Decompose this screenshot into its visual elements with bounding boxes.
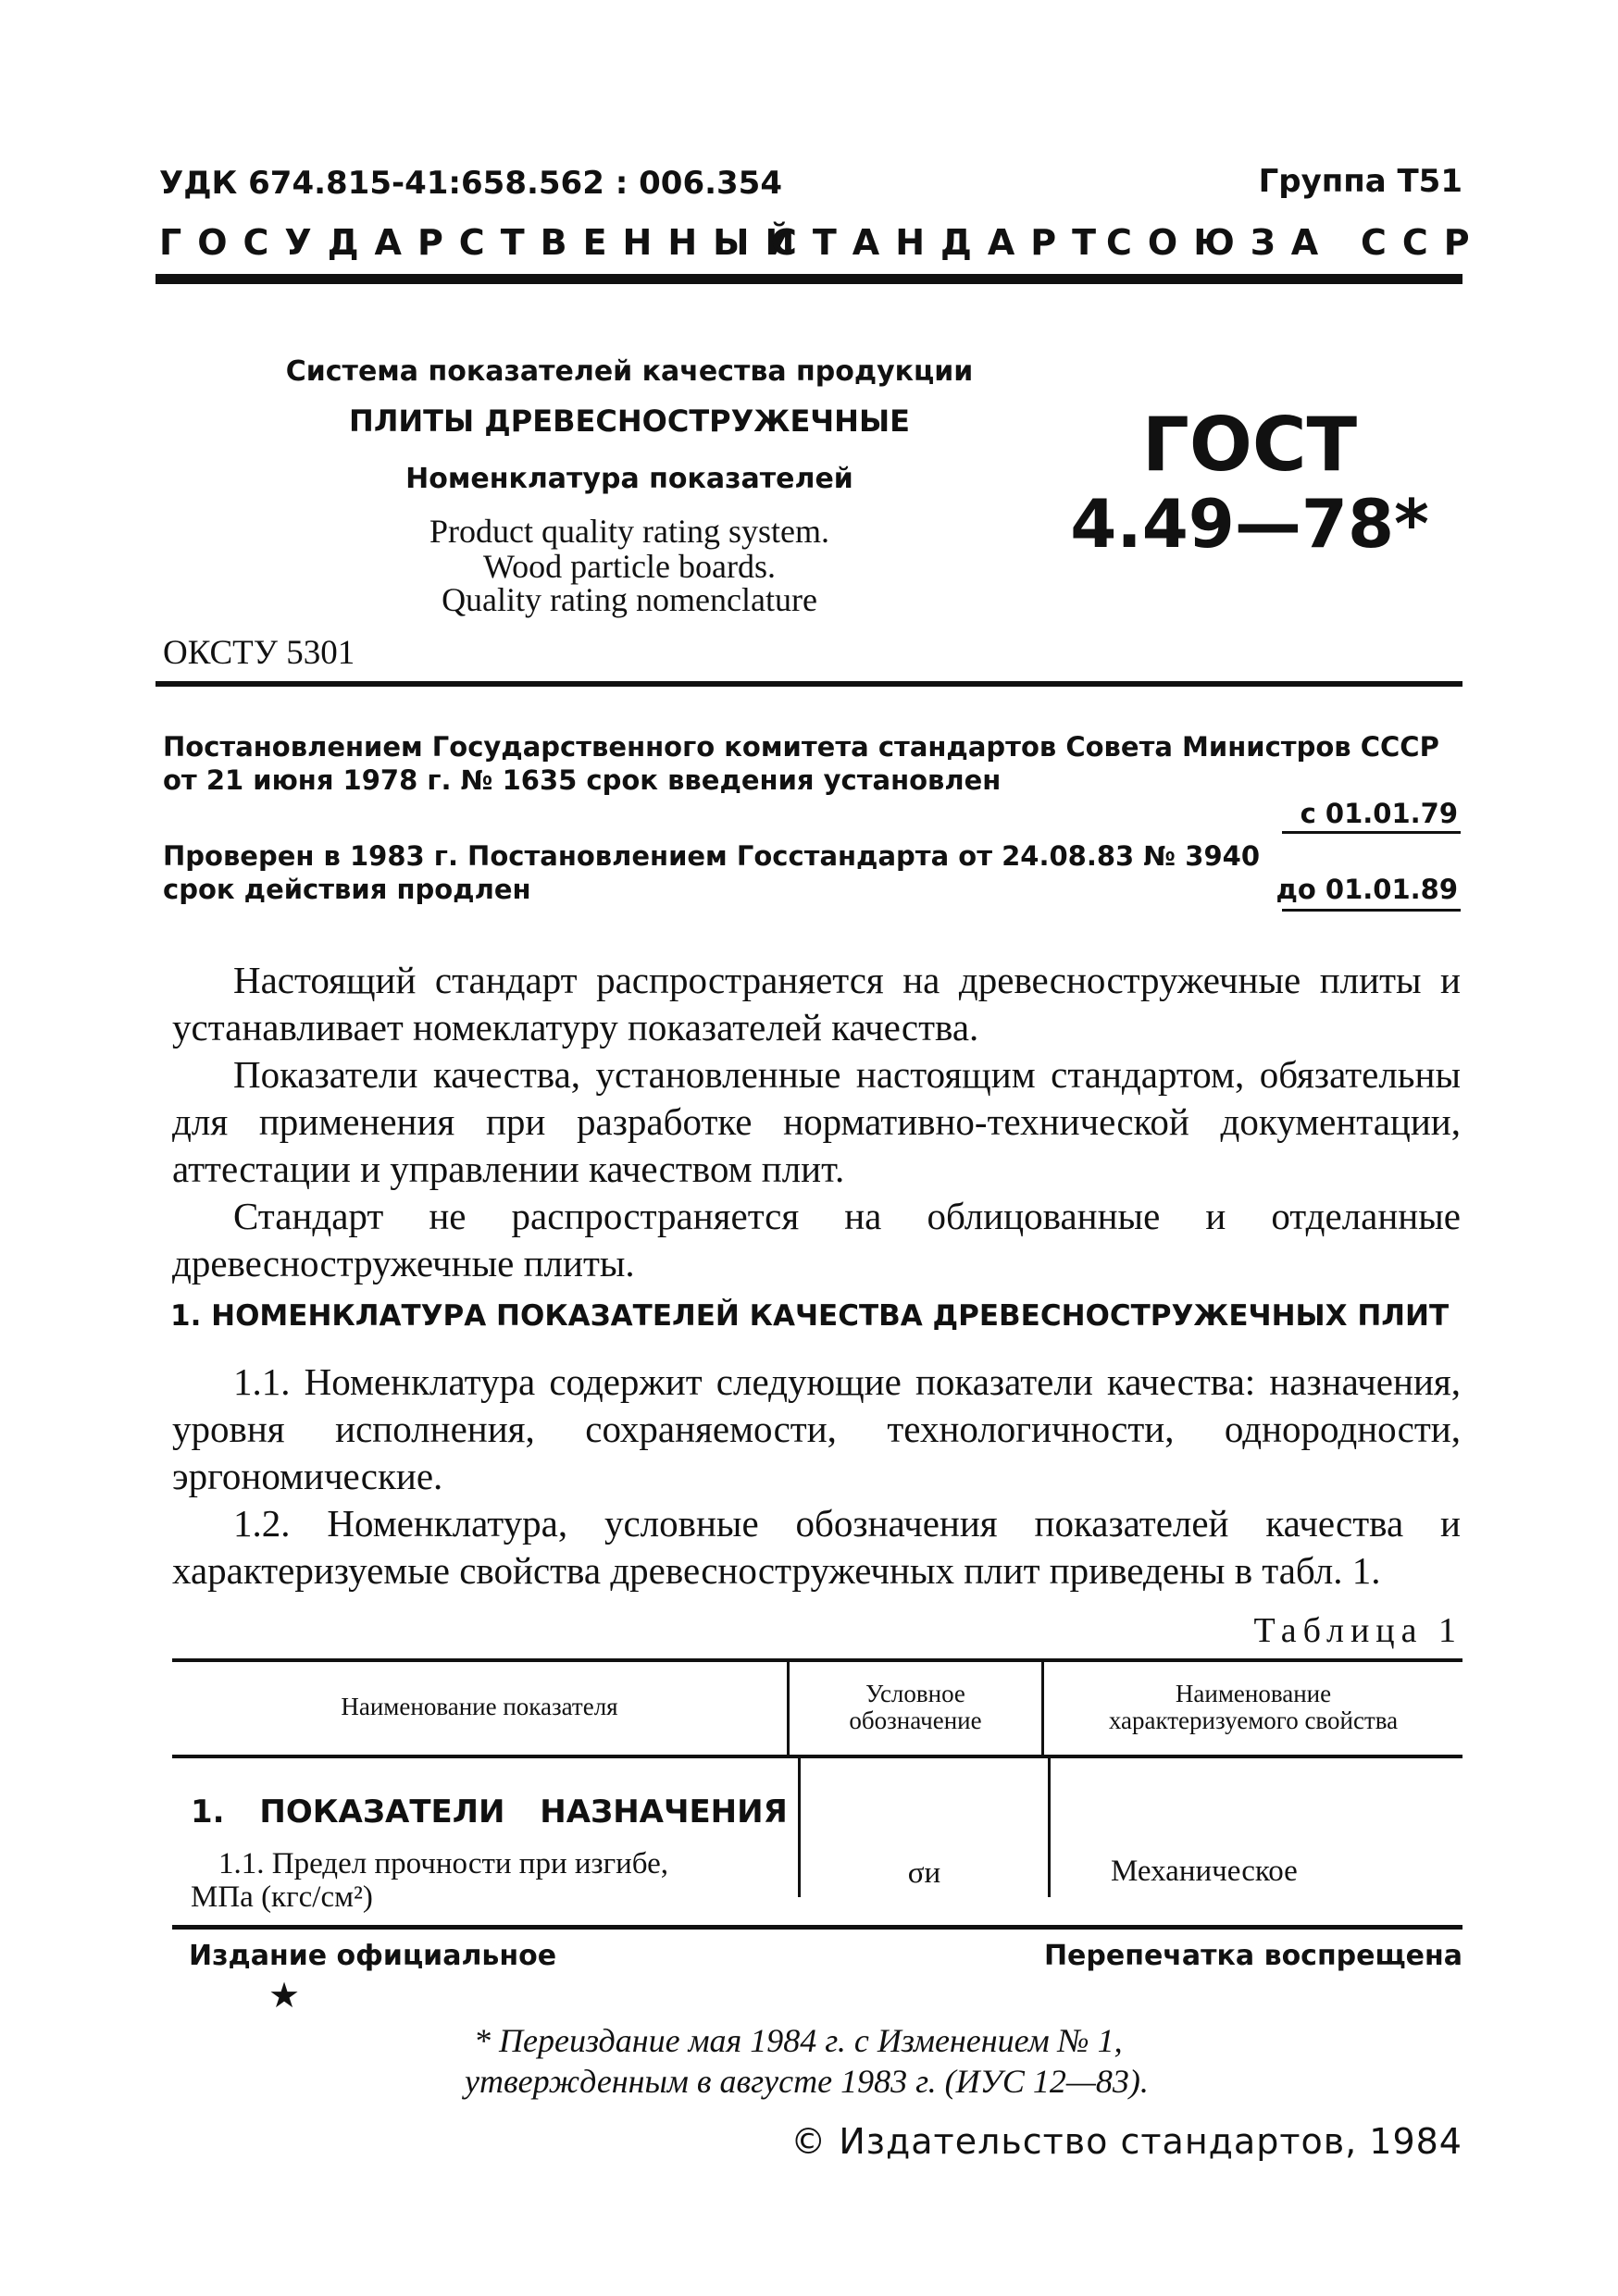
header-rule — [156, 274, 1462, 284]
english-line-1: Product quality rating system. — [429, 513, 829, 550]
product-title: ПЛИТЫ ДРЕВЕСНОСТРУЖЕЧНЫЕ — [349, 403, 910, 439]
edition-note: Издание официальное — [189, 1940, 557, 1972]
table-group-heading: 1. ПОКАЗАТЕЛИ НАЗНАЧЕНИЯ — [191, 1793, 788, 1831]
copyright-note: © Издательство стандартов, 1984 — [790, 2121, 1462, 2162]
banner-word-2: СТАНДАРТ — [771, 222, 1113, 263]
title-rule — [156, 681, 1462, 687]
section-text — [172, 1359, 1461, 1595]
check-line-1: Проверен в 1983 г. Постановлением Госстандарта от 24.08.83 № 3940 — [163, 840, 1261, 872]
banner-word-3: СОЮЗА — [1106, 222, 1335, 263]
star-icon: ★ — [268, 1975, 301, 2016]
system-title: Система показателей качества продукции — [285, 355, 974, 388]
table-header-property-line-2: характеризуемого свойства — [1108, 1706, 1399, 1734]
date-introduced: с 01.01.79 — [1300, 798, 1458, 829]
reissue-line-2: утвержденным в августе 1983 г. (ИУС 12—83). — [465, 2063, 1149, 2100]
decree-line-2: от 21 июня 1978 г. № 1635 срок введения установлен — [163, 764, 1002, 796]
subject-title: Номенклатура показателей — [405, 463, 853, 495]
table-caption: Таблица 1 — [1253, 1611, 1462, 1650]
banner-word-4: ССР — [1361, 222, 1486, 263]
table-header-rule — [172, 1755, 1462, 1758]
date-extended-rule — [1282, 909, 1461, 912]
reissue-line-1: * Переиздание мая 1984 г. с Изменением № 1, — [474, 2022, 1123, 2059]
table-header-name: Наименование показателя — [341, 1693, 618, 1720]
udk-code: УДК 674.815-41:658.562 : 006.354 — [159, 165, 782, 202]
table-header-property-line-1: Наименование — [1175, 1680, 1332, 1707]
decree-line-1: Постановлением Государственного комитета стандартов Совета Министров СССР — [163, 731, 1439, 763]
okstu-code: ОКСТУ 5301 — [163, 634, 355, 672]
date-introduced-rule — [1282, 831, 1461, 834]
table-row-name-line-1: 1.1. Предел прочности при изгибе, — [218, 1847, 669, 1880]
table-row-symbol: σи — [907, 1856, 941, 1890]
check-line-2: срок действия продлен — [163, 874, 531, 905]
group-code: Группа Т51 — [1258, 163, 1462, 200]
table-bottom-rule — [172, 1925, 1462, 1930]
table-row-property: Механическое — [1111, 1855, 1298, 1888]
section-heading: 1. НОМЕНКЛАТУРА ПОКАЗАТЕЛЕЙ КАЧЕСТВА ДРЕВЕСНОСТРУЖЕЧНЫХ ПЛИТ — [170, 1299, 1450, 1333]
reprint-note: Перепечатка воспрещена — [1043, 1940, 1462, 1972]
table-body-divider-2 — [1048, 1758, 1051, 1897]
gost-number: 4.49—78* — [1070, 485, 1429, 563]
table-row-name-line-2: МПа (кгс/см²) — [191, 1880, 373, 1914]
section-paragraph-1-1: 1.1. Номенклатура содержит следующие показатели качества: назначения, уровня исполнения, сохраняемости, технологичности, однородности, эргономические. — [172, 1360, 1461, 1497]
gost-label: ГОСТ — [1141, 402, 1358, 488]
table-header-symbol-line-2: обозначение — [849, 1706, 982, 1734]
table-top-rule — [172, 1658, 1462, 1662]
section-paragraph-1-2: 1.2. Номенклатура, условные обозначения показателей качества и характеризуемые свойства древесностружечных плит приведены в табл. 1. — [172, 1502, 1461, 1592]
intro-paragraph-3: Стандарт не распространяется на облицованные и отделанные древесностружечные плиты. — [172, 1195, 1461, 1285]
english-line-2: Wood particle boards. — [482, 548, 776, 585]
english-line-3: Quality rating nomenclature — [442, 581, 817, 618]
intro-text — [172, 957, 1461, 1287]
intro-paragraph-2: Показатели качества, установленные настоящим стандартом, обязательны для применения при разработке нормативно-технической документации, аттестации и управлении качеством плит. — [172, 1053, 1461, 1190]
table-header-symbol-line-1: Условное — [865, 1680, 965, 1707]
banner-word-1: ГОСУДАРСТВЕННЫЙ — [159, 222, 811, 263]
date-extended: до 01.01.89 — [1276, 874, 1458, 905]
intro-paragraph-1: Настоящий стандарт распространяется на древесностружечные плиты и устанавливает номеклатуру показателей качества. — [172, 959, 1461, 1049]
